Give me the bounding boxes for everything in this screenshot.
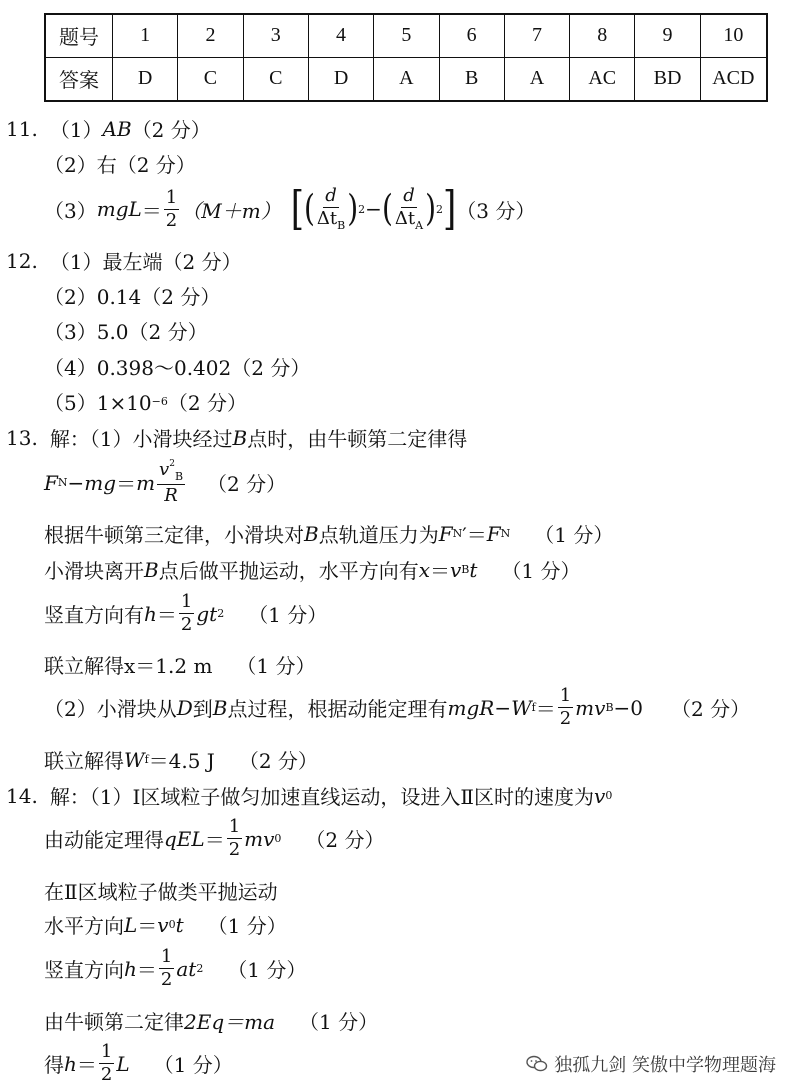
q11-part3-mass: （M＋m） bbox=[181, 198, 281, 223]
q13-line8: 联立解得 W f ＝4.5 J （2 分） bbox=[44, 747, 318, 773]
q11-part2: （2）右（2 分） bbox=[44, 153, 196, 177]
fraction: $\frac{1}{2}$ bbox=[160, 946, 173, 990]
q13-line3: 根据牛顿第三定律，小滑块对 B 点轨道压力为 F N ′＝ F N （1 分） bbox=[44, 521, 614, 547]
wechat-icon bbox=[526, 1055, 548, 1073]
q11-part1-score: （2 分） bbox=[131, 118, 211, 142]
table-answer: AC bbox=[570, 58, 635, 101]
table-answer: D bbox=[309, 58, 374, 101]
right-bracket: ] bbox=[443, 182, 457, 236]
q12-part1: 12. （1）最左端（2 分） bbox=[6, 248, 242, 274]
q14-line5: 竖直方向 h ＝ $\frac{1}{2}$ at 2 （1 分） bbox=[44, 946, 307, 990]
table-number: 7 bbox=[505, 15, 570, 58]
q14-line4: 水平方向 L ＝ v 0 t （1 分） bbox=[44, 912, 287, 938]
left-paren: ( bbox=[303, 186, 315, 230]
table-answer-label: 答案 bbox=[46, 58, 113, 101]
table-answer: ACD bbox=[712, 67, 755, 90]
q13-line6: 联立解得 x＝1.2 m （1 分） bbox=[44, 654, 316, 678]
fraction: $\frac{1}{2}$ bbox=[165, 186, 178, 231]
table-answer: BD bbox=[635, 58, 700, 101]
watermark bbox=[526, 1051, 776, 1077]
right-paren: ) bbox=[347, 186, 359, 230]
q13-eq1: F N − mg ＝ m $\frac{v^2_B}{R}$ （2 分） bbox=[44, 459, 287, 506]
q14-number: 14. bbox=[6, 783, 38, 808]
q12-part2: （2）0.14（2 分） bbox=[44, 285, 221, 309]
q13-intro: 13. 解：（1）小滑块经过 B 点时，由牛顿第二定律得 bbox=[6, 425, 468, 451]
table-number: 6 bbox=[440, 15, 505, 58]
q12-number: 12. bbox=[6, 248, 38, 273]
q11-part3-label: （3） bbox=[44, 198, 97, 223]
q13-line5: 竖直方向有 h ＝ $\frac{1}{2}$ gt 2 （1 分） bbox=[44, 591, 328, 635]
fraction: $\frac{1}{2}$ bbox=[100, 1041, 113, 1085]
left-paren: ( bbox=[381, 186, 393, 230]
table-answer: C bbox=[244, 58, 309, 101]
square-exponent: 2 bbox=[358, 202, 366, 216]
right-paren: ) bbox=[425, 186, 436, 230]
minus-sign: − bbox=[365, 197, 382, 221]
table-number: 4 bbox=[309, 15, 374, 58]
table-answer: A bbox=[374, 58, 439, 101]
table-number: 10 bbox=[701, 15, 766, 58]
table-number: 3 bbox=[244, 15, 309, 58]
answer-table bbox=[44, 13, 768, 102]
fraction: $\frac{v^2_B}{R}$ bbox=[159, 459, 184, 506]
fraction: $\frac{1}{2}$ bbox=[559, 685, 572, 729]
q13-line7: （2）小滑块从 D 到 B 点过程，根据动能定理有 mgR − W f ＝ $\frac{1}{2}$ mv B −0 （2 分） bbox=[44, 685, 751, 729]
q11-part3-score: （3 分） bbox=[456, 198, 536, 223]
q14-line3: 在Ⅱ区域粒子做类平抛运动 bbox=[44, 880, 278, 904]
q14-line7: 得 h ＝ $\frac{1}{2}$ L （1 分） bbox=[44, 1041, 233, 1085]
fraction: $\frac{d}{\Delta t_B}$ bbox=[316, 185, 346, 232]
q11-number: 11. bbox=[6, 116, 38, 141]
table-answer: D bbox=[113, 58, 178, 101]
q12-part3: （3）5.0（2 分） bbox=[44, 320, 208, 344]
q12-part5: （5）1×10 −6 （2 分） bbox=[44, 391, 247, 415]
fraction: $\frac{1}{2}$ bbox=[180, 591, 193, 635]
table-number: 2 bbox=[178, 15, 243, 58]
q11-part3-lhs: mgL bbox=[96, 197, 142, 221]
table-header-label: 题号 bbox=[46, 15, 113, 58]
q14-line2: 由动能定理得 qEL ＝ $\frac{1}{2}$ mv 0 （2 分） bbox=[44, 816, 385, 860]
q11-part1 bbox=[6, 114, 211, 143]
q11-part3 bbox=[44, 182, 536, 236]
q13-number: 13. bbox=[6, 425, 38, 450]
equals-sign: ＝ bbox=[141, 198, 162, 223]
table-number: 1 bbox=[113, 15, 178, 58]
fraction: $\frac{1}{2}$ bbox=[228, 816, 241, 860]
table-number: 9 bbox=[635, 15, 700, 58]
q14-intro: 14. 解：（1）Ⅰ区域粒子做匀加速直线运动，设进入Ⅱ区时的速度为 v 0 bbox=[6, 783, 613, 809]
table-answer: A bbox=[505, 58, 570, 101]
square-exponent: 2 bbox=[436, 202, 443, 216]
q12-part4: （4）0.398～0.402（2 分） bbox=[44, 356, 311, 380]
watermark-text: 独孤九剑 笑傲中学物理题海 bbox=[554, 1055, 776, 1076]
table-number: 5 bbox=[374, 15, 439, 58]
q11-part1-label: （1） bbox=[49, 118, 103, 142]
table-answer: C bbox=[178, 58, 243, 101]
q14-line6: 由牛顿第二定律 2Eq＝ma （1 分） bbox=[44, 1010, 379, 1034]
fraction: $\frac{d}{\Delta t_A}$ bbox=[394, 185, 424, 232]
table-answer: B bbox=[440, 58, 505, 101]
q13-line4: 小滑块离开 B 点后做平抛运动，水平方向有 x ＝ v B t （1 分） bbox=[44, 557, 581, 583]
table-number: 8 bbox=[570, 15, 635, 58]
left-bracket: [ bbox=[290, 182, 304, 236]
q11-part1-answer: AB bbox=[102, 116, 132, 141]
